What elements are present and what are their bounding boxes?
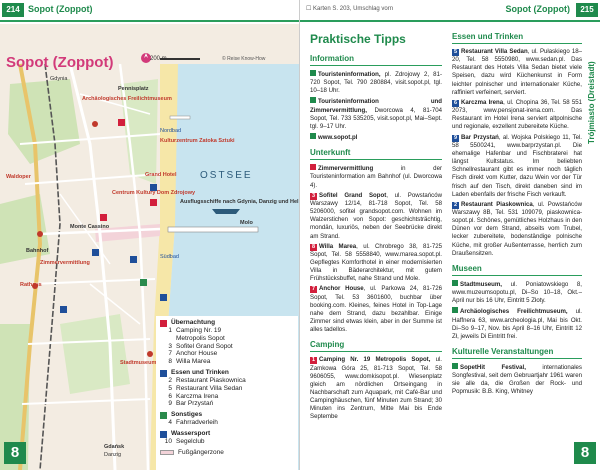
legend-item-number: 5 bbox=[168, 384, 172, 392]
chapter-side-tab-label: Trójmiasto (Dreistadt) bbox=[587, 61, 596, 144]
museum-entry-2 bbox=[452, 307, 582, 341]
museum-2-title: Archäologisches Freilichtmuseum, bbox=[460, 308, 568, 316]
map-copyright: © Reise Know-How bbox=[222, 56, 266, 62]
info-entry-3[interactable] bbox=[310, 133, 442, 142]
food-2-text: ul. Powstańców Warszawy 8B, Tel. 531 109079, piaskownica-sopot.pl. Schönes, gemütliches Holzhaus in den Dünen vor dem Strand, abseits vom Trubel, lecker zubereitete, bodenständige polnische Küche, mit großer Außenterrasse, herrlich zum Draußensitzen. bbox=[452, 200, 582, 257]
legend-item-text: Sofitel Grand Sopot bbox=[176, 342, 233, 350]
museum-entry-1 bbox=[452, 280, 582, 305]
marker-8-icon: 8 bbox=[311, 243, 316, 250]
legend-item bbox=[160, 419, 294, 427]
map-label-rathaus: Rathaus bbox=[20, 282, 42, 288]
marker-6-icon: 6 bbox=[453, 99, 458, 106]
map-label-stadtmuseum: Stadtmuseum bbox=[120, 360, 157, 366]
lodging-entry-7: 7 Anchor House, ul. Parkowa 24, 81-726 Sopot, Tel. 53 3601600, buchbar über booking.com. Kleines, feines Hotel in Top-Lage nahe dem Strand, dazu bezahlbar. Einige Zimmer sind etwas klein, aber in der Summe ist alles tadellos. bbox=[310, 285, 442, 334]
lodging-7-text: ul. Parkowa 24, 81-726 Sopot, Tel. 53 3601600, buchbar über booking.com. Kleines, feines Hotel in Top-Lage nahe dem Strand, dazu bezahlbar. Einige Zimmer sind etwas klein, aber in der Summe ist alles tadellos. bbox=[310, 285, 442, 334]
legend-item bbox=[160, 358, 294, 366]
info-1-title: Touristeninformation, bbox=[318, 71, 381, 78]
legend-item bbox=[160, 385, 294, 393]
section-camping: Camping bbox=[310, 340, 442, 352]
food-6-text: ul. Chopina 36, Tel. 58 551 2073, www.pensjonat-irena.com. Das Restaurant im Hotel Irena serviert altpolnische und regionale, exzellent zubereitete Küche. bbox=[452, 98, 583, 131]
info-1-text: pl. Zdrojowy 2, 81-720 Sopot, Tel. 790 280884, visit.sopot.pl, tgl. 10–18 Uhr. bbox=[310, 71, 442, 95]
page-number-top-right: 215 bbox=[576, 3, 598, 17]
camping-entry-1 bbox=[310, 356, 442, 421]
legend-item-number: 8 bbox=[168, 358, 172, 366]
legend-item bbox=[160, 393, 294, 401]
section-essen: Essen und Trinken bbox=[452, 32, 582, 44]
section-museen: Museen bbox=[452, 264, 582, 276]
culture-1-title: SopetHit Festival, bbox=[460, 364, 526, 371]
legend-item bbox=[160, 438, 294, 446]
text-column-1 bbox=[310, 30, 442, 424]
legend-item-text: Karczma Irena bbox=[176, 392, 219, 400]
bullet-icon bbox=[310, 70, 316, 76]
bullet-icon bbox=[310, 133, 316, 139]
section-unterkunft: Unterkunft bbox=[310, 148, 442, 160]
legend-header-text: Essen und Trinken bbox=[171, 368, 229, 376]
legend-header bbox=[160, 369, 294, 377]
map-label-kulturzentrum: Kulturzentrum Zatoka Sztuki bbox=[160, 138, 235, 144]
info-3-link[interactable]: www.sopot.pl bbox=[318, 134, 358, 142]
section-information: Information bbox=[310, 54, 442, 66]
lodging-entry-3: 3 Sofitel Grand Sopot, ul. Powstańców Warszawy 12/14, 81-718 Sopot, Tel. 58 5206000, sofitel grandsopot.com. Wohnen im Walzerstichen von Sopot: geschichtsträchtig, mondän, luxuriös, neben der Seebrücke direkt am Strand. bbox=[310, 191, 443, 240]
page-number-bottom-left: 8 bbox=[4, 442, 26, 464]
legend-item-text: Fahrradverleih bbox=[176, 419, 218, 427]
bullet-icon bbox=[452, 307, 458, 313]
legend-item-number: 10 bbox=[164, 437, 172, 445]
legend-color-icon bbox=[160, 320, 167, 327]
camping-1-text: ul. Zamkowa Góra 25, 81-713 Sopot, Tel. 58 9606055, www.domkisopot.pl. Wiesenplatz gleich am nördlichen Ortseingang in Nachbarschaft zum Aquapark, mit Café-Bar und Campinghäuschen, fünf Minuten zum Strand; 30 Minuten ins Zentrum, Mitte Mai bis Ende Septembe bbox=[310, 356, 442, 421]
legend-color-icon bbox=[160, 412, 167, 419]
legend-item bbox=[160, 377, 294, 385]
legend-item-text: Metropolis Sopot bbox=[176, 334, 225, 342]
map-label-bahnhof: Bahnhof bbox=[26, 248, 49, 254]
lodging-1-text: in der Touristeninformation am Bahnhof (ul. Dworcowa 4). bbox=[310, 165, 442, 189]
map-title: Sopot (Zoppot) bbox=[6, 54, 114, 71]
lodging-7-title: Anchor House bbox=[319, 285, 364, 293]
legend-item-number: 3 bbox=[168, 342, 172, 350]
legend-color-icon bbox=[160, 370, 167, 377]
legend-item-text: Segelclub bbox=[176, 437, 205, 445]
legend-item-text: Fußgängerzone bbox=[178, 448, 224, 456]
legend-item-number: 6 bbox=[168, 392, 172, 400]
food-9-title: Bar Przystań bbox=[461, 133, 499, 141]
legend-item bbox=[160, 335, 294, 343]
info-entry-2 bbox=[310, 97, 442, 131]
map-label-grand-hotel: Grand Hotel bbox=[145, 172, 177, 178]
map-label-pennisplatz: Pennisplatz bbox=[118, 86, 149, 92]
right-header bbox=[300, 0, 600, 22]
info-2-text: Dworcowa 4, 81-704 Sopot, Tel. 733 535205, visit.sopot.pl, Mai–Sept. tgl. 9–17 Uhr. bbox=[310, 106, 443, 130]
legend-header bbox=[160, 411, 294, 419]
food-9-text: al. Wojska Polskiego 11, Tel. 58 5500241, www.barprzystan.pl. Die ehemalige Hafenbar und Fischbraterei hat längst Kultstatus. Im beliebten Schnellrestaurant gibt es immer noch täglich Fisch direkt vom Kutter, dazu Wein vor der Tür frisch auf den Tisch, direkt daneben sind im Laden ebenfalls der frische Fisch verkauft. bbox=[452, 133, 583, 198]
marker-2-icon: 2 bbox=[453, 201, 458, 208]
map-sea-label: OSTSEE bbox=[200, 170, 253, 181]
culture-entry-1 bbox=[452, 363, 582, 397]
legend-item-text: Restaurant Piaskownica bbox=[176, 376, 246, 384]
map-label-waldoper: Waldoper bbox=[6, 174, 31, 180]
museum-1-title: Stadtmuseum, bbox=[460, 280, 502, 288]
legend-item bbox=[160, 327, 294, 335]
map-label-museum: Archäologisches Freilichtmuseum bbox=[82, 96, 172, 102]
legend-item-number: 9 bbox=[168, 400, 172, 408]
lodging-3-text: ul. Powstańców Warszawy 12/14, 81-718 Sopot, Tel. 58 5206000, sofitel grandsopot.com. Wohnen im Walzerstichen von Sopot: geschichtsträchtig, mondän, luxuriös, neben der Seebrücke direkt am Strand. bbox=[310, 191, 443, 240]
map-label-sudbad: Südbad bbox=[160, 254, 179, 260]
food-entry-2: 2 Restaurant Piaskownica, ul. Powstańców Warszawy 8B, Tel. 531 109079, piaskownica-sopot.pl. Schönes, gemütliches Holzhaus in den Dünen vor dem Strand, abseits vom Trubel, lecker zubereitete, bodenständige polnische Küche, mit großer Außenterrasse, herrlich zum Draußensitzen. bbox=[452, 200, 582, 257]
legend-item-number: 4 bbox=[168, 419, 172, 427]
lodging-entry-8: 8 Willa Marea, ul. Chrobrego 38, 81-725 Sopot, Tel. 58 5558840, www.marea.sopot.pl. Gepflegtes Komforthotel in einer modernisierten Villa in Bäderarchitektur, mit gutem Frühstücksbuffet, nahe Strand und Mole. bbox=[310, 242, 442, 283]
lodging-1-title: Zimmervermittlung bbox=[318, 165, 374, 173]
food-5-text: ul. Pułaskiego 18–20, Tel. 58 5550980, www.sedan.pl. Das Restaurant des Hotels Villa Sedan bietet viele Speisen, dazu wird Küchenkunst in Form leichter polnischer und internationaler Küche, raffiniert verfeinert, serviert. bbox=[452, 48, 582, 96]
page-number-bottom-right: 8 bbox=[574, 442, 596, 464]
legend-item-text: Bar Przystań bbox=[176, 400, 214, 408]
food-5-title: Restaurant Villa Sedan bbox=[461, 48, 528, 55]
legend-item-number: 1 bbox=[168, 327, 172, 334]
map-label-molo: Molo bbox=[240, 220, 253, 226]
legend-item bbox=[160, 400, 294, 408]
cross-reference-text: Karten S. 203, Umschlag vorn bbox=[313, 6, 394, 12]
city-map[interactable] bbox=[0, 24, 300, 470]
marker-9-icon: 9 bbox=[453, 134, 458, 141]
legend-item-text: Willa Marea bbox=[176, 358, 211, 366]
camping-1-title: Camping Nr. 19 Metropolis Sopot, bbox=[319, 356, 431, 364]
legend-header-text: Sonstiges bbox=[171, 411, 203, 419]
legend-item bbox=[160, 350, 294, 358]
lodging-8-title: Willa Marea bbox=[319, 242, 357, 250]
marker-7-icon: 7 bbox=[311, 286, 316, 293]
left-header bbox=[0, 0, 300, 22]
museum-1-text: ul. Poniatowskiego 8, www.muzeumsopotu.pl, Di–So 10–18, Okt.–April nur bis 16 Uhr, Eintritt 5 Złoty. bbox=[452, 280, 582, 305]
text-column-2 bbox=[452, 30, 582, 399]
map-label-gdynia: Gdynia bbox=[50, 76, 68, 82]
main-heading: Praktische Tipps bbox=[310, 32, 406, 46]
legend-item-text: Restaurant Villa Sedan bbox=[176, 384, 243, 392]
food-entry-9: 9 Bar Przystań, al. Wojska Polskiego 11, Tel. 58 5500241, www.barprzystan.pl. Die ehemalige Hafenbar und Fischbraterei hat längst Kultstatus. Im beliebten Schnellrestaurant gibt es immer noch täglich Fisch direkt vom Kutter, dazu Wein vor der Tür frisch auf den Tisch, direkt daneben sind im Laden ebenfalls der frische Fisch verkauft. bbox=[452, 133, 583, 198]
culture-1-text: internationales Songfestival, seit dem Gebruartjahr 1961 waren sie alle da, die Großen der Rock- und Popmusik: B.B. King, Whitney bbox=[452, 364, 582, 396]
legend-item-number: 2 bbox=[168, 376, 172, 384]
map-label-monte-cassino: Monte Cassino bbox=[70, 224, 110, 230]
map-label-danzig: Danzig bbox=[104, 452, 122, 458]
map-label-gdansk: Gdańsk bbox=[104, 444, 125, 450]
map-label-centrum: Centrum Kultury Dom Zdrojowy bbox=[112, 190, 196, 196]
legend-item bbox=[160, 343, 294, 351]
marker-5-icon: 5 bbox=[453, 49, 458, 55]
marker-1-icon: 1 bbox=[311, 357, 316, 364]
page-number-top-left: 214 bbox=[2, 3, 24, 17]
food-entry-5: 5 Restaurant Villa Sedan, ul. Pułaskiego 18–20, Tel. 58 5550980, www.sedan.pl. Das Restaurant des Hotels Villa Sedan bietet viele Speisen, dazu wird Küchenkunst in Form leichter polnischer und internationaler Küche, raffiniert verfeinert, serviert. bbox=[452, 48, 582, 96]
right-header-title: Sopot (Zoppot) bbox=[505, 4, 570, 14]
lodging-entry-1 bbox=[310, 164, 442, 189]
info-entry-1 bbox=[310, 70, 442, 95]
right-page bbox=[300, 0, 600, 470]
map-legend bbox=[156, 316, 298, 470]
lodging-8-text: ul. Chrobrego 38, 81-725 Sopot, Tel. 58 5558840, www.marea.sopot.pl. Gepflegtes Komforthotel in einer modernisierten Villa in Bäderarchitektur, mit gutem Frühstücksbuffet, nahe Strand und Mole. bbox=[310, 242, 442, 283]
map-scale: 200 m bbox=[150, 56, 167, 62]
marker-3-icon: 3 bbox=[311, 192, 316, 199]
food-2-title: Restaurant Piaskownica bbox=[461, 200, 533, 208]
left-header-title: Sopot (Zoppot) bbox=[28, 4, 93, 14]
chapter-side-tab[interactable] bbox=[586, 26, 600, 146]
info-2-title: Touristeninformation und Zimmervermittlung, bbox=[310, 98, 442, 114]
cross-reference: ☐ Karten S. 203, Umschlag vorn bbox=[306, 6, 394, 12]
bullet-icon bbox=[310, 97, 316, 103]
bullet-icon bbox=[310, 164, 316, 170]
food-6-title: Karczma Irena bbox=[461, 98, 504, 106]
legend-pedestrian-zone bbox=[160, 449, 294, 457]
legend-item-number: 7 bbox=[168, 350, 172, 358]
legend-header-text: Übernachtung bbox=[171, 319, 216, 326]
museum-2-text: ul. Haffnera 63, www.archeologia.pl, Mai bis Okt. Di–So 9–17, Nov. bis April 8–16 Uhr, Eintritt 12 Zł, jeweils Di Eintritt frei. bbox=[452, 308, 582, 340]
pedestrian-zone-swatch-icon bbox=[160, 450, 174, 455]
map-label-nordbad: Nordbad bbox=[160, 128, 182, 134]
bullet-icon bbox=[452, 363, 458, 369]
map-label-ausflug: Ausflugsschiffe nach Gdynia, Danzig und Hel bbox=[180, 199, 299, 205]
section-kultur: Kulturelle Veranstaltungen bbox=[452, 347, 582, 359]
legend-color-icon bbox=[160, 431, 167, 438]
lodging-3-title: Sofitel Grand Sopot bbox=[319, 191, 387, 199]
legend-item-text: Camping Nr. 19 bbox=[176, 327, 222, 334]
food-entry-6: 6 Karczma Irena, ul. Chopina 36, Tel. 58 551 2073, www.pensjonat-irena.com. Das Restaurant im Hotel Irena serviert altpolnische und regionale, exzellent zubereitete Küche. bbox=[452, 98, 583, 131]
bullet-icon bbox=[452, 280, 458, 286]
legend-header bbox=[160, 319, 294, 327]
legend-item-text: Anchor House bbox=[176, 350, 218, 358]
map-label-zimmervermittlung: Zimmervermittlung bbox=[40, 260, 90, 266]
legend-header bbox=[160, 430, 294, 438]
legend-header-text: Wassersport bbox=[171, 429, 211, 437]
